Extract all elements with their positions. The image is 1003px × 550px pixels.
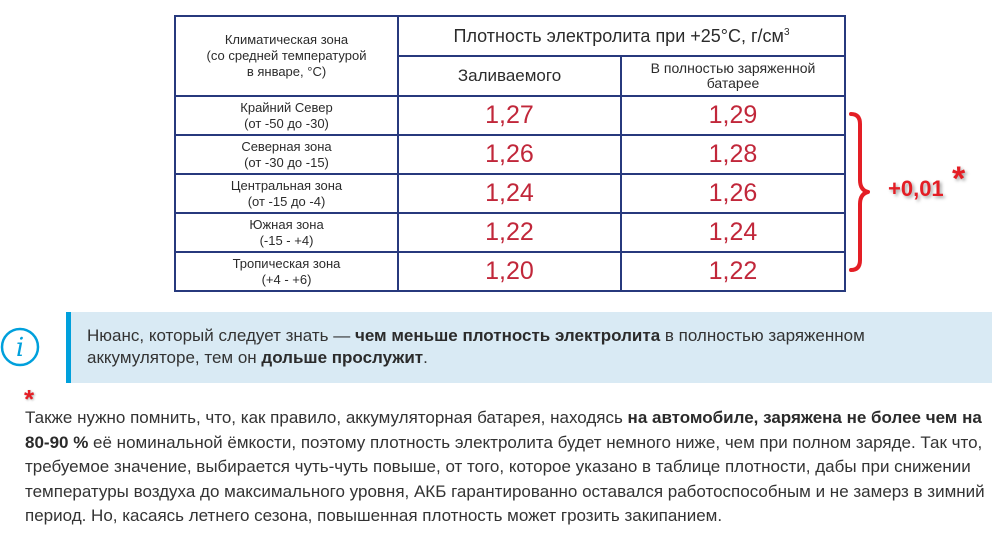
info-text-part: . (423, 348, 428, 367)
info-bold-part: чем меньше плотность электролита (354, 326, 661, 345)
charged-value: 1,24 (621, 213, 845, 252)
info-icon-glyph: i (15, 333, 25, 363)
note-paragraph (25, 406, 995, 529)
zone-cell (175, 174, 398, 213)
info-bold-part: дольше прослужит (261, 348, 424, 367)
density-header-text: Плотность электролита при +25°С, г/см (453, 25, 784, 46)
density-header-sup: 3 (783, 26, 790, 38)
note-text-part: Также нужно помнить, что, как правило, аккумуляторная батарея, находясь (25, 408, 628, 427)
charged-column-header (621, 56, 845, 96)
zone-range: (от -15 до -4) (247, 193, 326, 209)
fill-value: 1,27 (398, 96, 621, 135)
table-row (175, 135, 845, 174)
charged-header-line: батарее (706, 75, 760, 91)
zone-cell (175, 135, 398, 174)
note-bold-part: на автомобиле, заряжена не более чем на 80-90 % (25, 408, 982, 452)
note-asterisk-icon: * (24, 384, 35, 414)
info-text (87, 325, 977, 369)
charged-header-line: В полностью заряженной (650, 60, 816, 76)
info-icon-container (0, 312, 66, 383)
zone-header-line: в январе, °С) (246, 64, 327, 79)
fill-value: 1,24 (398, 174, 621, 213)
density-column-header (398, 16, 845, 56)
info-accent-bar (66, 312, 71, 383)
fill-value: 1,26 (398, 135, 621, 174)
zone-name: Тропическая зона (232, 255, 341, 271)
info-icon (0, 320, 52, 372)
zone-name: Северная зона (241, 138, 332, 154)
electrolyte-density-table (174, 15, 846, 292)
curly-bracket-icon (846, 112, 880, 272)
table-row (175, 174, 845, 213)
charged-value: 1,26 (621, 174, 845, 213)
zone-header-line: (со средней температурой (206, 48, 367, 63)
info-text-part: Нюанс, который следует знать — (87, 326, 355, 345)
asterisk-icon: * (952, 160, 966, 198)
fill-column-header: Заливаемого (398, 56, 621, 96)
fill-value: 1,22 (398, 213, 621, 252)
zone-cell (175, 213, 398, 252)
plus-annotation-label: +0,01 (888, 176, 944, 201)
zone-range: (от -30 до -15) (244, 154, 329, 170)
table-row (175, 252, 845, 291)
zone-name: Южная зона (249, 216, 324, 232)
info-callout (0, 312, 992, 383)
zone-column-header (175, 16, 398, 96)
zone-name: Центральная зона (230, 177, 343, 193)
fill-value: 1,20 (398, 252, 621, 291)
zone-name: Крайний Север (240, 99, 333, 115)
zone-cell (175, 252, 398, 291)
note-text-part: её номинальной ёмкости, поэтому плотность электролита будет немного ниже, чем при полном заряде. Так что, требуемое значение, выбирается чуть-чуть повыше, от того, которое указано в таблице плотности, дабы при снижении температуры воздуха до максимального уровня, АКБ гарантированно оставался работоспособным и не замерз в зимний период. Но, касаясь летнего сезона, повышенная плотность может грозить закипанием. (25, 432, 985, 525)
charged-value: 1,22 (621, 252, 845, 291)
table-row (175, 213, 845, 252)
zone-range: (+4 - +6) (261, 271, 312, 287)
zone-range: (-15 - +4) (259, 232, 314, 248)
zone-cell (175, 96, 398, 135)
zone-range: (от -50 до -30) (244, 115, 329, 131)
charged-value: 1,28 (621, 135, 845, 174)
zone-header-line: Климатическая зона (224, 32, 349, 47)
info-text-part: в полностью заряженном аккумуляторе, тем он (87, 326, 865, 367)
charged-value: 1,29 (621, 96, 845, 135)
table-row (175, 96, 845, 135)
